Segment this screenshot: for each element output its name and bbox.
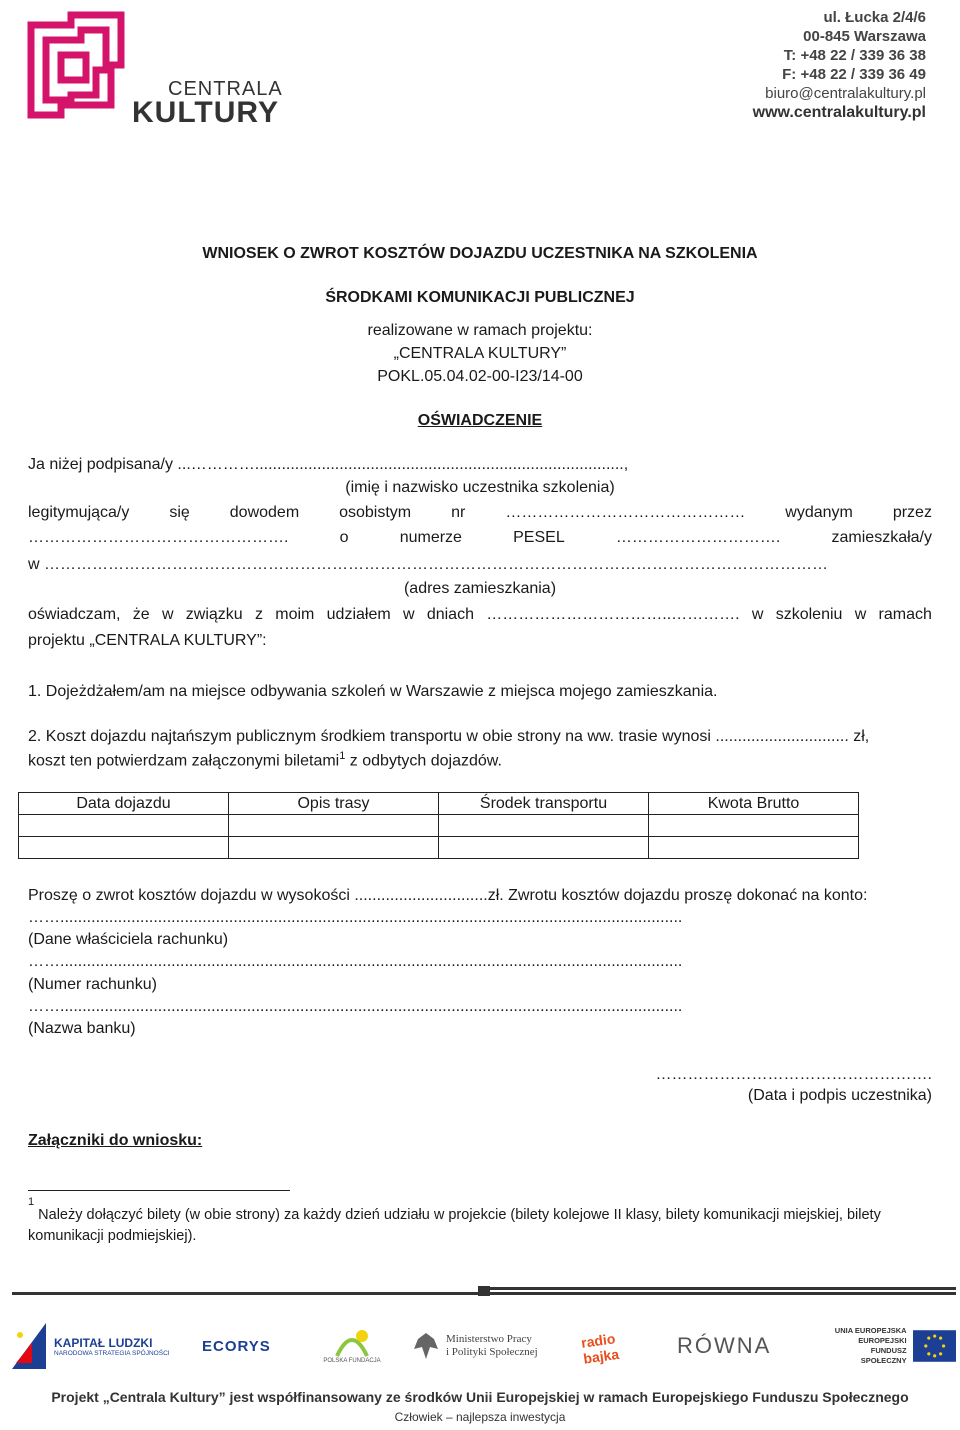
point-1: 1. Dojeżdżałem/am na miejsce odbywania szkoleń w Warszawie z miejsca mojego zamieszkania. <box>28 683 718 700</box>
col-header-route: Opis trasy <box>229 793 439 815</box>
footnote-mark: 1 <box>28 1196 35 1208</box>
table-cell[interactable] <box>19 815 229 837</box>
table-cell[interactable] <box>649 837 859 859</box>
address-line: w ………………………………………………………………………………………………………………………………… <box>28 556 828 573</box>
footnote-divider <box>28 1190 290 1191</box>
project-line: projektu „CENTRALA KULTURY”: <box>28 632 267 649</box>
ministerstwo-line2: i Polityki Społecznej <box>446 1346 538 1358</box>
bank-name-caption: (Nazwa banku) <box>28 1020 136 1037</box>
word: wydanym <box>785 504 853 521</box>
word: w <box>402 606 415 623</box>
logo-text-kultury: KULTURY <box>132 96 279 129</box>
address-street: ul. Łucka 2/4/6 <box>823 9 926 26</box>
kapital-ludzki-subtext: NARODOWA STRATEGIA SPÓJNOŚCI <box>54 1349 170 1357</box>
eu-logo <box>824 1318 956 1374</box>
word: osobistym <box>339 504 412 521</box>
word: przez <box>892 504 932 521</box>
table-header-row <box>19 793 859 815</box>
word: PESEL <box>513 529 565 546</box>
radio-bajka-text: radio bajka <box>580 1330 621 1367</box>
kapital-ludzki-text: KAPITAŁ LUDZKI <box>54 1335 153 1350</box>
contact-block <box>753 8 926 122</box>
word: się <box>169 504 190 521</box>
ministerstwo-logo <box>412 1318 552 1374</box>
account-number-caption: (Numer rachunku) <box>28 976 157 993</box>
kapital-ludzki-icon <box>12 1323 46 1369</box>
doc-subtitle: realizowane w ramach projektu: <box>367 322 593 339</box>
polska-fundacja-logo <box>312 1318 392 1374</box>
word: nr <box>451 504 466 521</box>
kapital-ludzki-logo <box>12 1318 187 1374</box>
eu-flag-icon <box>913 1330 956 1362</box>
point-2: 2. Koszt dojazdu najtańszym publicznym środkiem transportu w obie strony na ww. trasie wynosi .............................. zł, <box>28 728 870 745</box>
rowna-text: RÓWNA <box>677 1333 772 1358</box>
word: numerze <box>399 529 462 546</box>
pesel-line <box>28 529 932 547</box>
word: zamieszkała/y <box>831 529 932 546</box>
id-number-field: ……………………………………… <box>505 504 746 521</box>
table-row <box>19 815 859 837</box>
word: legitymująca/y <box>28 504 130 521</box>
trips-table <box>18 792 859 859</box>
footer-funding-note: Projekt „Centrala Kultury” jest współfinansowany ze środków Unii Europejskiej w ramach Europejskiego Funduszu Społecznego <box>51 1389 909 1405</box>
centrala-kultury-logo <box>26 10 126 120</box>
footnote <box>28 1196 932 1247</box>
word: o <box>339 529 349 546</box>
declaration-heading: OŚWIADCZENIE <box>417 412 543 429</box>
rowna-logo <box>677 1318 787 1374</box>
doc-title-line1: WNIOSEK O ZWROT KOSZTÓW DOJAZDU UCZESTNIKA NA SZKOLENIA <box>202 245 758 262</box>
word: moim <box>275 606 315 623</box>
ecorys-logo <box>202 1318 292 1374</box>
website: www.centralakultury.pl <box>752 104 926 121</box>
text: koszt ten potwierdzam załączonymi biletami <box>28 752 340 770</box>
email: biuro@centralakultury.pl <box>765 85 926 102</box>
footnote-ref: 1 <box>339 750 346 762</box>
word: dowodem <box>229 504 300 521</box>
polska-fundacja-text: POLSKA FUNDACJA <box>323 1358 381 1364</box>
account-owner-caption: (Dane właściciela rachunku) <box>28 931 229 948</box>
table-cell[interactable] <box>439 837 649 859</box>
name-caption: (imię i nazwisko uczestnika szkolenia) <box>345 479 615 496</box>
address-caption: (adres zamieszkania) <box>403 580 557 597</box>
eagle-icon <box>412 1329 440 1363</box>
bank-name-field: ……............................................................................................................................................ <box>28 998 683 1015</box>
text: z odbytych dojazdów. <box>345 752 502 770</box>
polska-fundacja-icon <box>332 1328 372 1358</box>
signature-caption: (Data i podpis uczestnika) <box>747 1087 932 1104</box>
footnote-text: Należy dołączyć bilety (w obie strony) za każdy dzień udziału w projekcie (bilety kolejowe II klasy, bilety komunikacji miejskiej, bilety komunikacji podmiejskiej). <box>28 1206 881 1244</box>
table-cell[interactable] <box>19 837 229 859</box>
point-2-cont <box>28 750 932 770</box>
footer-divider-upper <box>490 1287 956 1290</box>
account-owner-field: ……............................................................................................................................................ <box>28 909 683 926</box>
footer-notch <box>478 1286 490 1296</box>
table-cell[interactable] <box>229 815 439 837</box>
word: w <box>161 606 174 623</box>
project-name: „CENTRALA KULTURY” <box>393 345 567 362</box>
logo-text-centrala: CENTRALA <box>168 78 283 100</box>
address-city: 00-845 Warszawa <box>803 28 926 45</box>
eu-line2: EUROPEJSKI <box>858 1336 907 1345</box>
word: związku <box>185 606 243 623</box>
pesel-field: …………………………. <box>615 529 781 546</box>
radio-bajka-logo <box>582 1318 652 1374</box>
project-code: POKL.05.04.02-00-I23/14-00 <box>377 368 583 385</box>
word: z <box>254 606 263 623</box>
word: że <box>132 606 150 623</box>
word: w <box>751 606 764 623</box>
table-cell[interactable] <box>649 815 859 837</box>
statement-line <box>28 606 932 624</box>
table-row <box>19 837 859 859</box>
eu-line3: FUNDUSZ SPOŁECZNY <box>860 1346 907 1365</box>
word: w <box>854 606 867 623</box>
phone: T: +48 22 / 339 36 38 <box>783 47 926 64</box>
col-header-amount: Kwota Brutto <box>649 793 859 815</box>
fax: F: +48 22 / 339 36 49 <box>782 66 926 83</box>
word: szkoleniu <box>775 606 843 623</box>
table-cell[interactable] <box>439 815 649 837</box>
col-header-transport: Środek transportu <box>439 793 649 815</box>
eu-line1: UNIA EUROPEJSKA <box>834 1326 907 1335</box>
table-cell[interactable] <box>229 837 439 859</box>
name-line: Ja niżej podpisana/y ...…………..................................................................................., <box>28 456 629 473</box>
word: dniach <box>426 606 474 623</box>
sponsor-logos <box>12 1318 956 1374</box>
attachments-heading: Załączniki do wniosku: <box>28 1132 203 1149</box>
id-line <box>28 504 932 522</box>
doc-title-line2: ŚRODKAMI KOMUNIKACJI PUBLICZNEJ <box>325 289 635 306</box>
signature-field: ……………………………………………. <box>655 1066 932 1083</box>
footer-slogan: Człowiek – najlepsza inwestycja <box>394 1410 566 1424</box>
dates-field: ……………………………..…………. <box>486 606 740 623</box>
account-number-field: ……............................................................................................................................................ <box>28 953 683 970</box>
ministerstwo-line1: Ministerstwo Pracy <box>446 1333 532 1345</box>
col-header-date: Data dojazdu <box>19 793 229 815</box>
issuer-field: …………………………………………. <box>28 529 289 546</box>
word: oświadczam, <box>28 606 121 623</box>
ecorys-text: ECORYS <box>202 1337 271 1355</box>
word: udziałem <box>326 606 391 623</box>
refund-request: Proszę o zwrot kosztów dojazdu w wysokości ..............................zł. Zwrotu kosztów dojazdu proszę dokonać na konto: <box>28 887 868 904</box>
word: ramach <box>878 606 932 623</box>
